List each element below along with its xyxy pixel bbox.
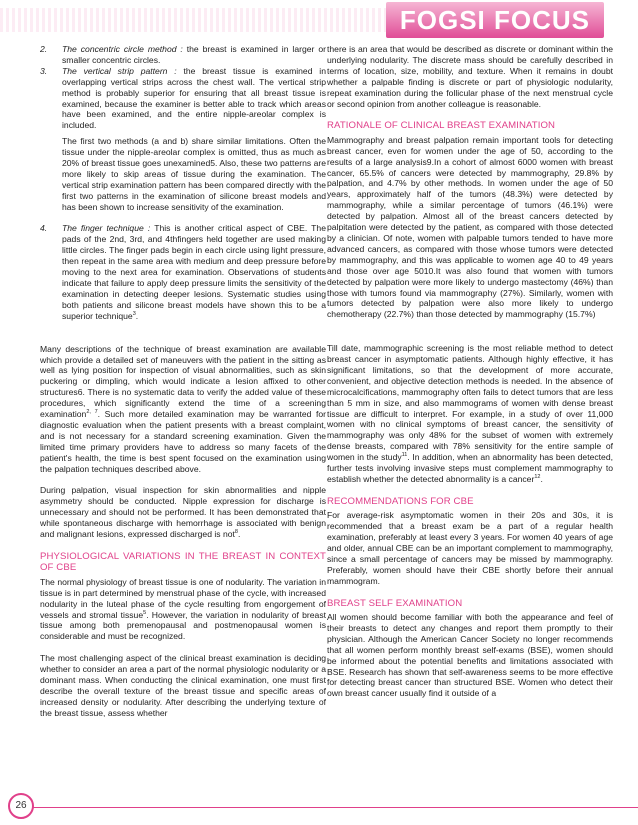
paragraph bbox=[40, 344, 326, 475]
para-text: . In addition, when an abnormality has been detected, further tests involving invasive steps must complement mammography to establish whether the detected abnormality is a cancer bbox=[327, 452, 613, 484]
paragraph: Mammography and breast palpation remain important tools for detecting breast cancer, even for women under the age of 50, according to the results of a large analysis9.In a cohort of almost 6000 women with breast cancer, 65.5% of cancers were detected by mammography, 29.8% by palpation, and 4.7% by other methods. In women under the age of 50 years, approximately half of the tumors (48.3%) were detected by mammography, while a similar percentage of tumors (46.1%) were detected by palpation. Almost all of the breast cancers detected by palpitation were detected by the patient, as compared with those detected by a clinician. Of note, women with palpable tumors tended to have more advanced cancers, as compared with those whose tumors were detected by mammography, and this was applicable to women age 40 to 49 years and those over age 5010.It was also found that women with tumors detected by palpation were more likely to undergo mastectomy (46%) than those with tumors found via mammography (27%). Similarly, women with tumors detected by palpation were also more likely to undergo chemotherapy (22.7%) than those detected by mammography (15.7%) bbox=[327, 134, 613, 320]
list-item bbox=[40, 66, 326, 131]
technique-list bbox=[40, 44, 326, 131]
list-number: 2. bbox=[40, 44, 48, 54]
citation: 2, 7 bbox=[86, 409, 98, 416]
paragraph bbox=[40, 577, 326, 642]
paragraph bbox=[40, 485, 326, 540]
section-heading: BREAST SELF EXAMINATION bbox=[327, 597, 463, 609]
paragraph: The most challenging aspect of the clinical breast examination is deciding whether to consider an area a part of the normal physiologic nodularity or a dominant mass. When conducting the clinical examination, one must first describe the overall texture of the breast tissue and specific areas of increased density or nodularity. After describing the underlying texture of the breast tissue, assess whether bbox=[40, 653, 326, 718]
item3-extra-paragraph: The first two methods (a and b) share similar limitations. Often the tissue under the nipple-areolar complex is omitted, thus as much as 20% of breast tissue goes unexamined5. Also, these two patterns are more likely to skip areas of tissue during the examination. The vertical strip examination pattern has been compared directly with the first two patterns in the examination of silicone breast models and has been shown to increase sensitivity of the examination. bbox=[62, 136, 326, 212]
para-text: . However, the variation in nodularity of breast tissue among both premenopausal and postmenopausal women is considerable and must be recognized. bbox=[40, 609, 326, 642]
page-number: 26 bbox=[8, 793, 34, 819]
para-text: Many descriptions of the technique of breast examination are available which provide a detailed set of maneuvers with the patient in the sitting as well as lying position for inspection of visual abnormalities, such as skin puckering or dimpling, which would indicate a lesion affixed to other structures6. There is no systematic data to verify the added value of these procedures, which significantly extend the time of a screening examination bbox=[40, 343, 326, 420]
right-column bbox=[327, 44, 613, 699]
paragraph bbox=[327, 343, 613, 485]
left-column bbox=[40, 44, 326, 719]
list-item bbox=[40, 223, 326, 321]
punctuation: . bbox=[540, 474, 543, 484]
paragraph: For average-risk asymptomatic women in their 20s and 30s, it is recommended that a breast exam be a part of a regular health examination, preferably at least every 3 years. For women 40 years of age and older, annual CBE can be an important complement to mammography, since a small percentage of cancers may be missed by mammography. Preferably, women should have their CBE shortly before their annual mammogram. bbox=[327, 510, 613, 586]
item-title: The concentric circle method : bbox=[62, 44, 183, 54]
page-header bbox=[0, 0, 638, 40]
para-text: During palpation, visual inspection for skin abnormalities and nipple asymmetry should be conducted. Nipple expression for discharge is unnecessary and should not be performed. It has been demonstrated that while spontaneous discharge with hemorrhage is associated with benign and malignant lesions, expressed discharged is not bbox=[40, 485, 326, 540]
punctuation: . bbox=[135, 310, 139, 321]
citation: 3 bbox=[132, 310, 136, 317]
item-title: The vertical strip pattern : bbox=[62, 65, 177, 76]
section-heading: RATIONALE OF CLINICAL BREAST EXAMINATION bbox=[327, 120, 556, 132]
item-text: the breast tissue is examined in overlapping vertical strips across the chest wall. The vertical strip method is probably superior for ensuring that all breast tissue is examined, because the examiner is better able to track which areas have been examined, and the entire nipple-areolar complex is included. bbox=[62, 65, 326, 131]
para-text: . Such more detailed examination may be warranted for diagnostic evaluation when the patient presents with a breast complaint, and is not necessary for a standard screening examination. Given the limited time primary providers have to address so many facets of the patient's health, the time is best spent focused on the examination using the palpation techniques described above. bbox=[40, 409, 326, 474]
journal-title: FOGSI FOCUS bbox=[386, 2, 604, 38]
section-heading: PHYSIOLOGICAL VARIATIONS IN THE BREAST IN CONTEXT OF CBE bbox=[40, 550, 326, 574]
item-title: The finger technique : bbox=[62, 223, 151, 234]
paragraph: there is an area that would be described as discrete or dominant within the underlying nodularity. The discrete mass should be carefully described in terms of location, size, mobility, and texture. When it remains in doubt whether a palpable finding is discrete or part of physiologic nodularity, repeat examination during the follicular phase of the next menstrual cycle or second opinion from another colleague is reasonable. bbox=[327, 44, 613, 109]
technique-list-cont bbox=[40, 223, 326, 321]
list-item bbox=[40, 44, 326, 66]
header-decoration bbox=[0, 8, 430, 32]
section-heading: RECOMMENDATIONS FOR CBE bbox=[327, 495, 474, 507]
citation: 12 bbox=[534, 474, 541, 481]
para-text: The normal physiology of breast tissue is one of nodularity. The variation in tissue is in part determined by menstrual phase of the cycle, with increased nodularity in the luteal phase of the cycle resulting from engorgement of vessels and stromal tissue bbox=[40, 576, 326, 620]
item-text: This is another critical aspect of CBE. The pads of the 2nd, 3rd, and 4thfingers held together are used making little circles. The finger pads begin in each circle using light pressure, then repeat in the same area with medium and deep pressure before moving to the next area for examination. Observations of students indicate that failure to apply deep pressure limits the sensitivity of the examination in detecting deeper lesions. Systematic studies using both patients and silicone breast models have shown this to be a superior technique bbox=[62, 223, 326, 321]
para-text: Till date, mammographic screening is the most reliable method to detect breast cancer in asymptomatic patients. Although highly effective, it has significant limitations, so that the development of more accurate, convenient, and objective detection methods is needed. In the absence of microcalcifications, mammography often fails to detect tumors that are less than 5 mm in size, and also mammograms of women with dense breast tissue are difficult to interpret. For example, in a study of over 11,000 women with no clinical symptoms of breast cancer, the sensitivity of mammography was only 48% for the subset of women with extremely dense breasts, compared with 78% sensitivity for the entire sample of women in the study bbox=[327, 343, 613, 463]
item-text: the breast is examined in larger or smaller concentric circles. bbox=[62, 44, 326, 65]
list-number: 3. bbox=[40, 65, 48, 76]
footer-rule bbox=[30, 807, 638, 808]
paragraph: All women should become familiar with both the appearance and feel of their breasts to detect any changes and report them promptly to their physician. Although the American Cancer Society no longer recommends that all women perform monthly breast self-exams (BSE), women should be informed about the potential benefits and limitations associated with BSE. Research has shown that self-awareness seems to be more effective for detecting breast cancer than structured BSE. Women who detect their own breast cancer usually find it outside of a bbox=[327, 612, 613, 699]
list-number: 4. bbox=[40, 223, 48, 234]
punctuation: . bbox=[237, 529, 241, 540]
citation: 11 bbox=[401, 452, 408, 459]
citation: 5 bbox=[143, 609, 147, 616]
citation: 8 bbox=[234, 529, 238, 536]
